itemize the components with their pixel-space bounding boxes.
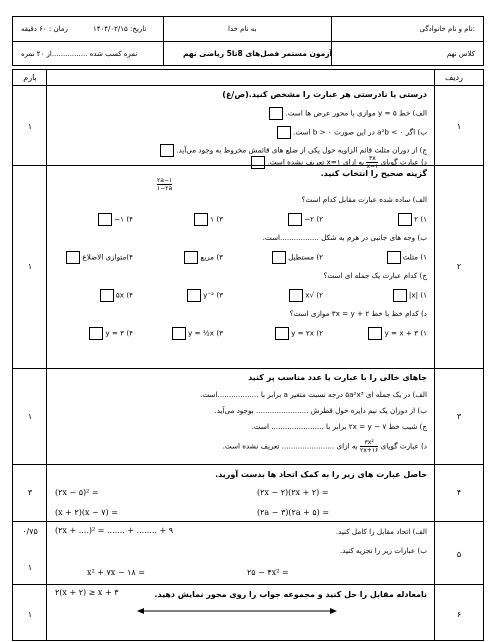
identity-expression: (۲a − ۳)(۲a + ۵) = <box>257 508 330 517</box>
question-title: نامعادله مقابل را حل کنید و مجموعه جواب را روی محور نمایش دهید. <box>154 590 427 599</box>
question-6 <box>47 584 433 642</box>
question-number: ۲ <box>456 262 462 271</box>
question-1 <box>47 85 433 170</box>
question-score: ۱ <box>27 563 33 572</box>
option[interactable]: ۳) مربع <box>182 251 223 264</box>
question-number: ۴ <box>456 488 462 497</box>
option[interactable]: ۴) ۱− <box>96 213 133 226</box>
identity-expression: (۲x − ۵)² = <box>55 488 99 497</box>
question-score: ۰/۷۵ <box>22 527 38 536</box>
option[interactable]: ۳) y⁻² <box>185 289 223 302</box>
option[interactable]: ۴) y = ۳ <box>87 327 133 340</box>
question-number: ۶ <box>456 610 462 619</box>
option[interactable]: ۳) y = ½x <box>170 327 223 340</box>
number-line-arrow <box>137 606 337 616</box>
q2-item-d: د) کدام خط با خط ۲ + ۳x = y موازی است؟ <box>289 309 427 318</box>
option[interactable]: ۲) y = ۲x <box>273 327 323 340</box>
identity-expression: (x + ۲)(x − ۷) = <box>55 508 118 517</box>
option[interactable]: ۱) ۲ <box>396 213 427 226</box>
question-score: ۱ <box>27 412 33 421</box>
question-5 <box>47 521 433 584</box>
score-label: نمره کسب شده ................از ۲۰ نمره <box>21 50 138 58</box>
q5-item-a: الف) اتحاد مقابل را کامل کنید. <box>335 527 427 536</box>
row-header: ردیف <box>445 73 463 82</box>
question-score: ۱ <box>27 610 33 619</box>
identity-expression: (۲x + ....)² = ....... + ........ + ۹ <box>55 526 174 535</box>
inequality-expression: ۲(x + ۲) ≥ x + ۳ <box>55 588 119 597</box>
answer-box[interactable] <box>269 107 283 120</box>
factor-expression: ۲۵ − ۴x² = <box>247 568 289 577</box>
question-score: ۱ <box>27 262 33 271</box>
q3-item-b: ب) از دوران یک نیم دایره حول قطرش ....................... بوجود می‌آید. <box>214 406 427 415</box>
exam-title: آزمون مستمر فصل‌های 8تا5 ریاضی نهم <box>183 49 333 58</box>
question-title: گزینه صحیح را انتخاب کنید. <box>320 169 427 178</box>
q1-item-d: د) عبارت گویای $\frac{۳x}{x-۱}$ به ازای x=۱ تعریف نشده است. <box>249 155 427 170</box>
q2-item-b: ب) وجه های جانبی در هرم به شکل .................است. <box>262 233 427 242</box>
answer-box[interactable] <box>277 126 291 139</box>
question-number: ۵ <box>456 550 462 559</box>
question-title: درستی یا نادرستی هر عبارت را مشخص کنید.(ص/غ) <box>222 90 427 99</box>
answer-box[interactable] <box>160 144 174 157</box>
question-2 <box>47 165 433 368</box>
question-title: حاصل عبارت های زیر را به کمک اتحاد ها بدست آورید. <box>215 470 427 479</box>
q1-item-b: ب) اگر ۰ > a²b در این صورت ۰ < b است. <box>275 126 427 139</box>
q3-item-d: د) عبارت گویای $\frac{\text{۳x²}}{۲x+۱۶}$ به ازای ....................... تعریف نشده است. <box>222 439 427 454</box>
factor-expression: x² + ۷x − ۱۸ = <box>87 568 145 577</box>
date-label: تاریخ: ۱۴۰۴/۰۲/۱۵ <box>93 25 147 33</box>
option[interactable]: ۴) ۵x <box>98 289 133 302</box>
q3-item-c: ج) شیب خط ۷ − ۲x = y برابر با ....................... است. <box>251 422 427 431</box>
option[interactable]: ۲) مستطیل <box>270 251 323 264</box>
class-label: کلاس نهم <box>446 50 475 58</box>
question-number: ۳ <box>456 412 462 421</box>
option[interactable]: ۴)متوازی الاضلاع <box>64 251 133 264</box>
option[interactable]: ۱) y = x + ۳ <box>366 327 427 340</box>
q2-item-c: ج) کدام عبارت یک جمله ای است؟ <box>323 271 427 280</box>
name-label: نام و نام خانوادگی: <box>419 25 475 33</box>
question-3 <box>47 368 433 464</box>
exam-table <box>12 69 484 641</box>
identity-expression: (۲x − ۲)(۲x + ۲) = <box>257 488 329 497</box>
bismillah: به نام خدا <box>228 25 257 33</box>
question-title: جاهای خالی را با عبارت یا عدد مناسب پر کنید <box>248 373 427 382</box>
q1-item-c: ج) از دوران مثلث قائم الزاویه حول یکی از ضلع های قائمش مخروط به وجود می‌آید. <box>158 144 427 157</box>
question-score: ۳ <box>27 488 33 497</box>
q1-item-a: الف) خط ۵ = y موازی با محور عرض ها است. <box>267 107 427 120</box>
question-4 <box>47 464 433 521</box>
question-score: ۱ <box>27 122 33 131</box>
q2a-fraction: $\frac{۲a-۱}{۱-۲a}$ <box>157 177 173 192</box>
option[interactable]: ۳) ۱ <box>192 213 223 226</box>
q3-item-a: الف) در یک جمله ای ۵a²x³ درجه نسبت متغیر a برابر با ..................است. <box>200 390 427 399</box>
option[interactable]: ۱) |x| <box>391 289 427 302</box>
q5-item-b: ب) عبارات زیر را تجزیه کنید. <box>339 546 427 555</box>
score-header: بارم <box>23 73 37 82</box>
option[interactable]: ۱) مثلث <box>385 251 427 264</box>
option[interactable]: ۲) √x <box>287 289 323 302</box>
option[interactable]: ۲) ۲− <box>286 213 323 226</box>
time-label: زمان : ۶۰ دقیقه <box>21 25 68 33</box>
q2-item-a: الف) ساده شده عبارت مقابل کدام است؟ <box>301 195 427 204</box>
exam-header <box>12 16 484 66</box>
question-number: ۱ <box>456 122 462 131</box>
